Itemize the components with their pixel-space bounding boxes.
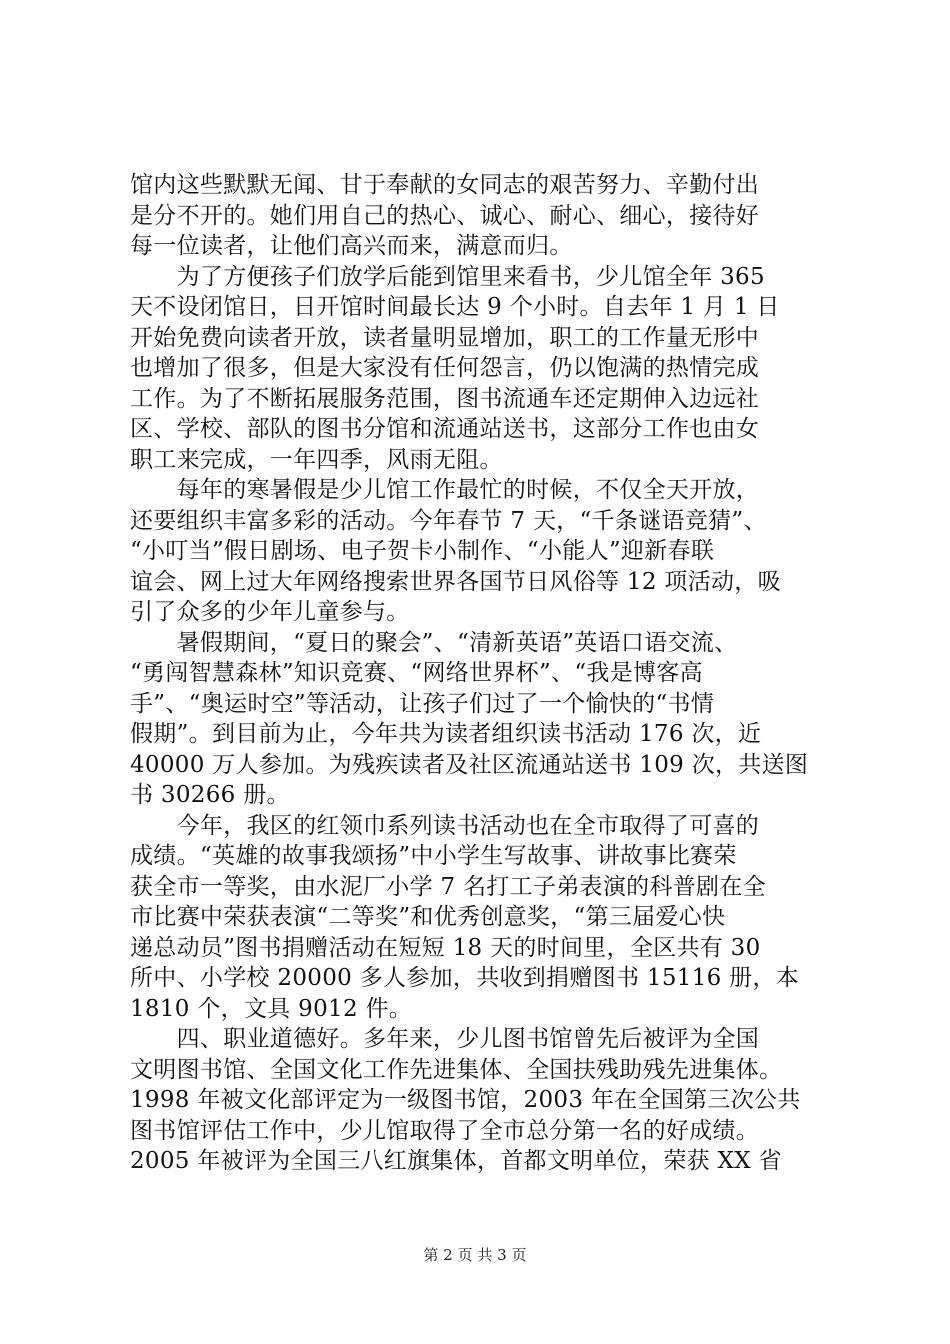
text-line: 天不设闭馆日，日开馆时间最长达 9 个小时。自去年 1 月 1 日	[130, 294, 780, 320]
text-line: 暑假期间，“夏日的聚会”、“清新英语”英语口语交流、	[130, 629, 738, 656]
page-footer	[0, 1245, 950, 1265]
text-line: 2005 年被评为全国三八红旗集体，首都文明单位，荣获 XX 省	[130, 1148, 782, 1174]
text-line: 成绩。“英雄的故事我颂扬”中小学生写故事、讲故事比赛荣	[130, 843, 737, 869]
text-line: 1998 年被文化部评定为一级图书馆，2003 年在全国第三次公共	[130, 1087, 801, 1113]
text-line: 为了方便孩子们放学后能到馆里来看书，少儿馆全年 365	[130, 263, 765, 290]
text-line: 四、职业道德好。多年来，少儿图书馆曾先后被评为全国	[130, 1026, 760, 1052]
text-line: “小叮当”假日剧场、电子贺卡小制作、“小能人”迎新春联	[130, 538, 715, 564]
text-line: 图书馆评估工作中，少儿馆取得了全市总分第一名的好成绩。	[130, 1117, 760, 1144]
text-line: “勇闯智慧森林”知识竞赛、“网络世界杯”、“我是博客高	[130, 660, 703, 686]
text-line: 手”、“奥运时空”等活动，让孩子们过了一个愉快的“书情	[130, 690, 715, 717]
text-line: 1810 个，文具 9012 件。	[130, 995, 413, 1022]
text-line: 馆内这些默默无闻、甘于奉献的女同志的艰苦努力、辛勤付出	[130, 172, 760, 198]
text-line: 假期”。到目前为止，今年共为读者组织读书活动 176 次，近	[130, 721, 762, 747]
text-line: 市比赛中荣获表演“二等奖”和优秀创意奖，“第三届爱心快	[130, 904, 726, 930]
body-text	[130, 170, 836, 1177]
text-line: 书 30266 册。	[130, 782, 290, 808]
text-line: 开始免费向读者开放，读者量明显增加，职工的工作量无形中	[130, 324, 760, 351]
text-line: 是分不开的。她们用自己的热心、诚心、耐心、细心，接待好	[130, 202, 760, 229]
text-line: 每一位读者，让他们高兴而来，满意而归。	[130, 233, 573, 259]
text-line: 今年，我区的红领巾系列读书活动也在全市取得了可喜的	[130, 812, 760, 839]
text-line: 职工来完成，一年四季，风雨无阻。	[130, 446, 503, 473]
text-line: 工作。为了不断拓展服务范围，图书流通车还定期伸入边远社	[130, 385, 760, 412]
text-line: 文明图书馆、全国文化工作先进集体、全国扶残助残先进集体。	[130, 1056, 783, 1083]
text-line: 递总动员”图书捐赠活动在短短 18 天的时间里，全区共有 30	[130, 934, 761, 961]
text-line: 谊会、网上过大年网络搜索世界各国节日风俗等 12 项活动，吸	[130, 568, 781, 595]
text-line: 引了众多的少年儿童参与。	[130, 599, 410, 625]
text-line: 所中、小学校 20000 多人参加，共收到捐赠图书 15116 册，本	[130, 965, 800, 991]
page-number-label: 第 2 页 共 3 页	[423, 1246, 527, 1264]
text-line: 40000 万人参加。为残疾读者及社区流通站送书 109 次，共送图	[130, 751, 809, 778]
text-line: 还要组织丰富多彩的活动。今年春节 7 天，“千条谜语竞猜”、	[130, 507, 767, 534]
text-line: 获全市一等奖，由水泥厂小学 7 名打工子弟表演的科普剧在全	[130, 873, 766, 900]
text-line: 区、学校、部队的图书分馆和流通站送书，这部分工作也由女	[130, 416, 760, 442]
text-line: 每年的寒暑假是少儿馆工作最忙的时候，不仅全天开放，	[130, 477, 760, 503]
text-line: 也增加了很多，但是大家没有任何怨言，仍以饱满的热情完成	[130, 355, 760, 381]
